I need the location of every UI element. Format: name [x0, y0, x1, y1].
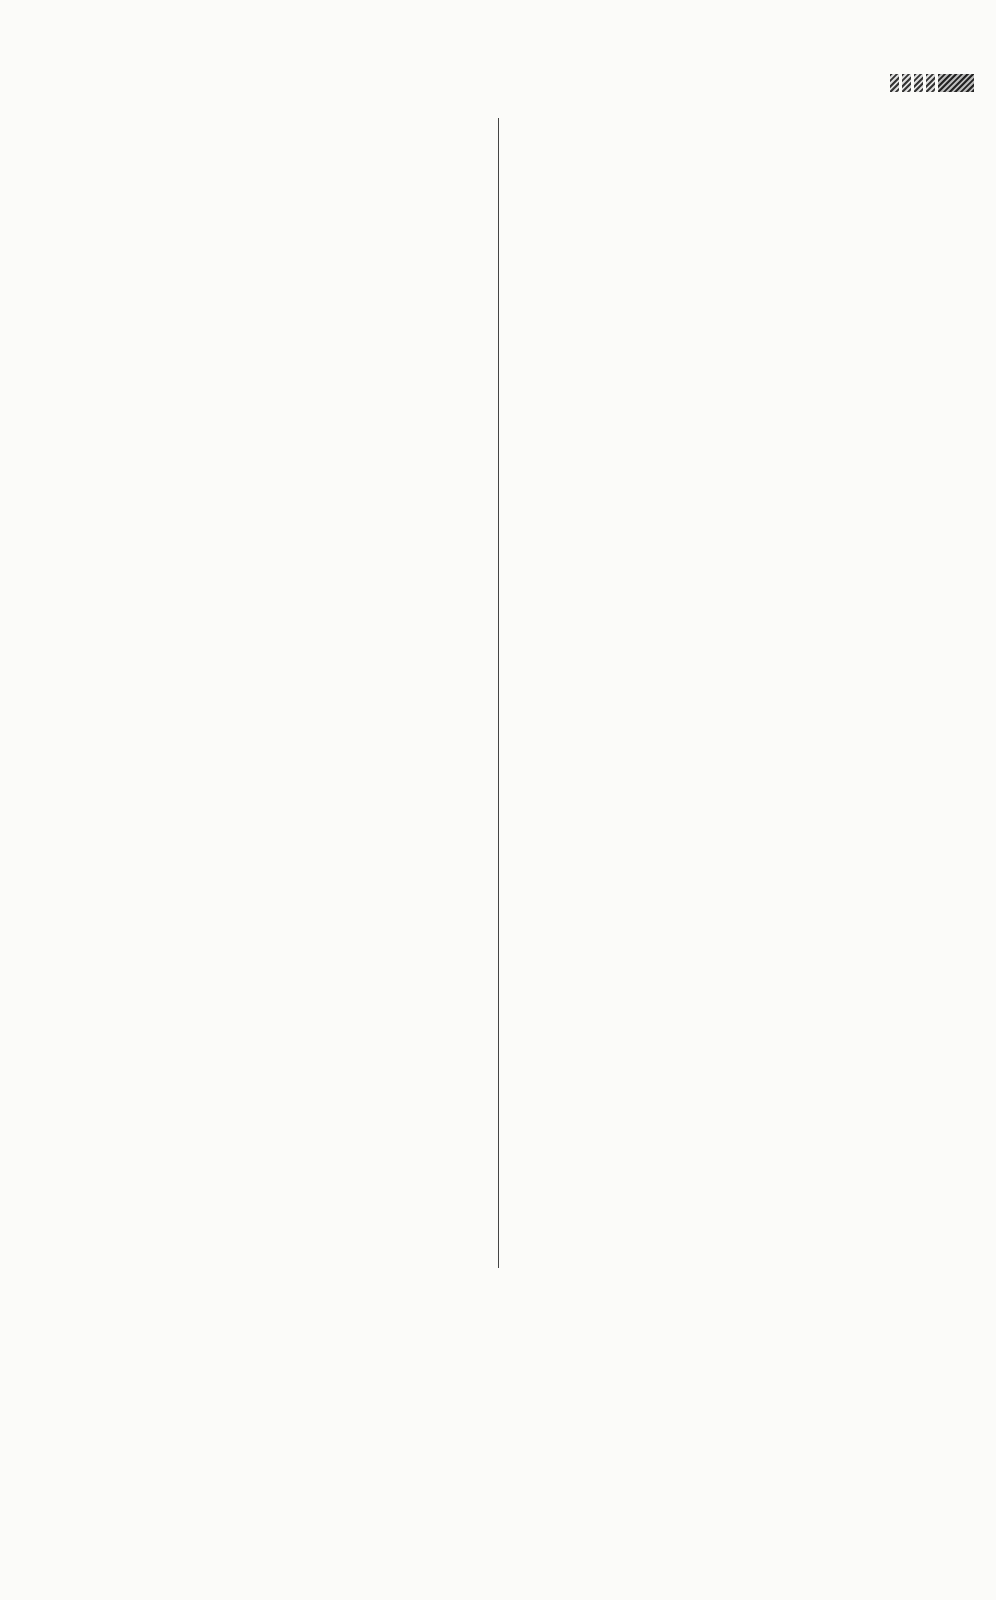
left-column [20, 112, 490, 152]
section-title [20, 112, 490, 152]
column-divider [498, 118, 499, 1268]
right-column [508, 112, 978, 152]
page-header [876, 68, 974, 98]
section-title [508, 112, 978, 152]
header-decoration [890, 74, 974, 92]
